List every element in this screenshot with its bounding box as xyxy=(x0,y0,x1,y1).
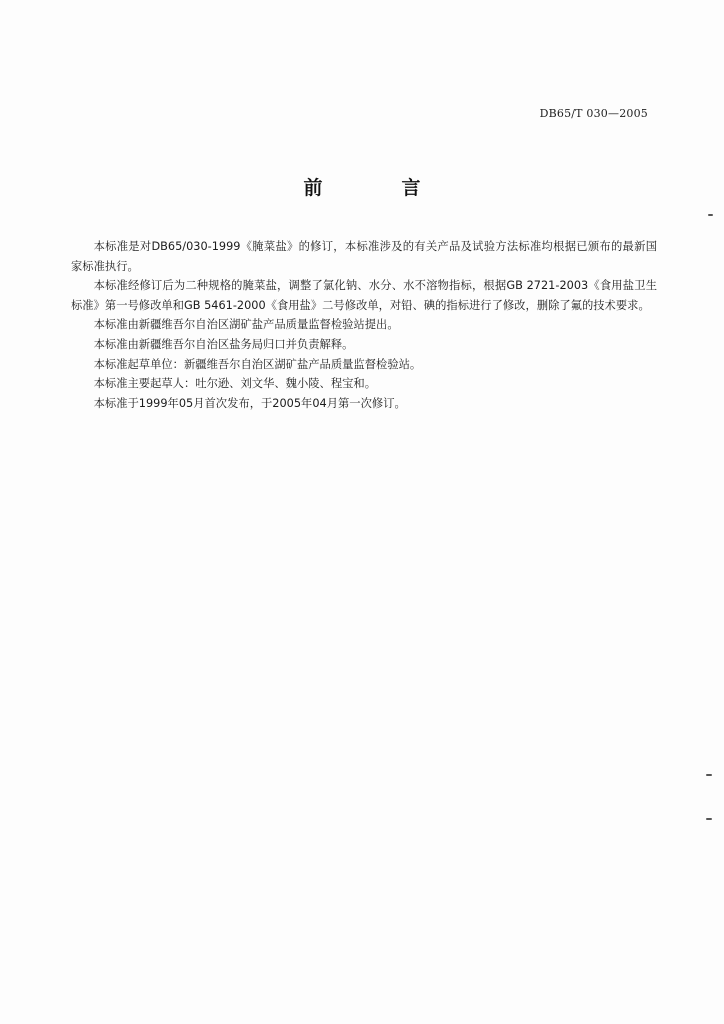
page-title: 前 言 xyxy=(303,177,451,199)
paragraph-administrator: 本标准由新疆维吾尔自治区盐务局归口并负责解释。 xyxy=(93,337,354,351)
scan-speck xyxy=(706,774,712,776)
paragraph-proposer: 本标准由新疆维吾尔自治区湖矿盐产品质量监督检验站提出。 xyxy=(93,318,399,332)
paragraph-drafting-unit: 本标准起草单位：新疆维吾尔自治区湖矿盐产品质量监督检验站。 xyxy=(93,357,422,371)
paragraph-revision-basis: 本标准是对DB65/030-1999《腌菜盐》的修订，本标准涉及的有关产品及试验方法标准均根据已颁布的最新国家标准执行。 xyxy=(71,240,657,273)
paragraph-release-history: 本标准于1999年05月首次发布，于2005年04月第一次修订。 xyxy=(93,396,406,410)
paragraph-drafters: 本标准主要起草人：吐尔逊、刘文华、魏小陵、程宝和。 xyxy=(93,377,377,391)
scan-speck xyxy=(706,818,712,820)
scan-speck xyxy=(708,214,713,216)
paragraph-revision-changes: 本标准经修订后为二种规格的腌菜盐，调整了氯化钠、水分、水不溶物指标，根据GB 2721-2003《食用盐卫生标准》第一号修改单和GB 5461-2000《食用盐》二号修改单，对铅、碘的指标进行了修改，删除了氟的技术要求。 xyxy=(71,279,657,312)
document-code: DB65/T 030—2005 xyxy=(539,107,648,120)
foreword-body xyxy=(71,237,657,413)
